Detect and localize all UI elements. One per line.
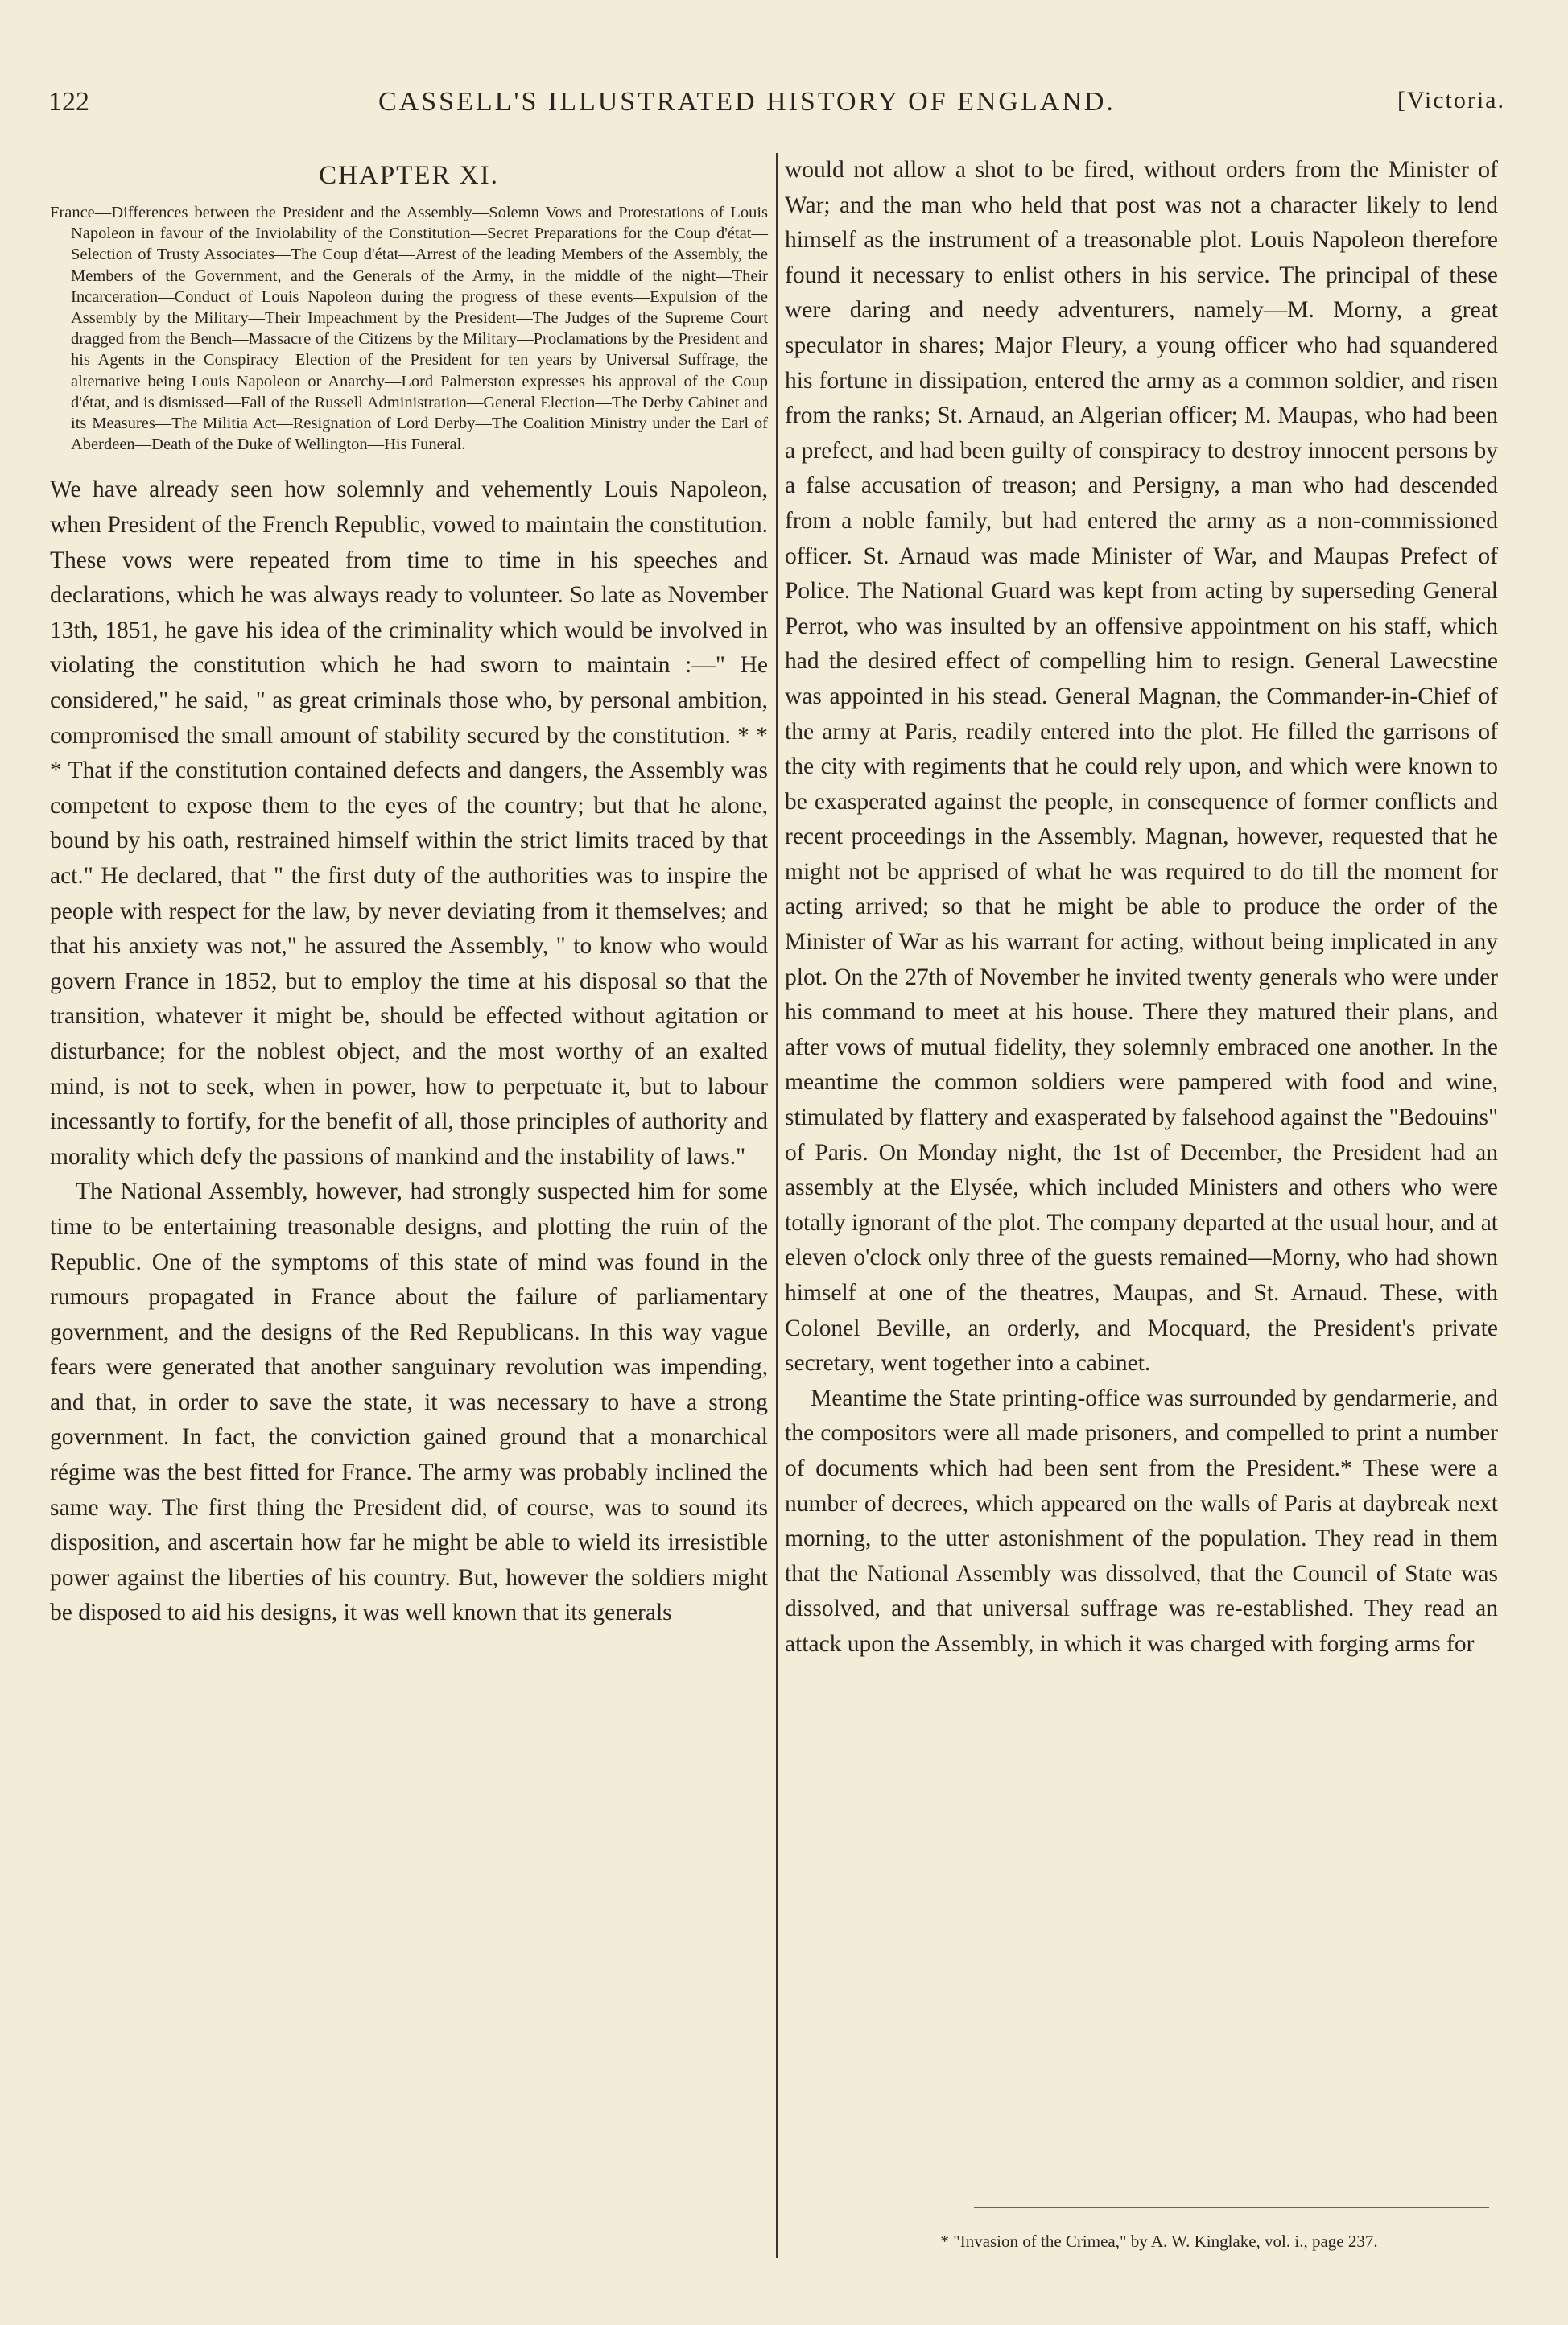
page-number: 122 — [48, 87, 89, 117]
chapter-synopsis: France—Differences between the President and the Assembly—Solemn Vows and Protestations of Louis Napoleon in favour of the Inviolability of the Constitution—Secret Preparations for the Coup d'état—Selection of Trusty Associates—The Coup d'état—Arrest of the leading Members of the Assembly, the Members of the Government, and the Generals of the Army, in the middle of the night—Their Incarceration—Conduct of Louis Napoleon during the progress of these events—Expulsion of the Assembly by the Military—Their Impeachment by the President—The Judges of the Supreme Court dragged from the Bench—Massacre of the Citizens by the Military—Proclamations by the President and his Agents in the Conspiracy—Election of the President for ten years by Universal Suffrage, the alternative being Louis Napoleon or Anarchy—Lord Palmerston expresses his approval of the Coup d'état, and is dismissed—Fall of the Russell Administration—General Election—The Derby Cabinet and its Measures—The Militia Act—Resignation of Lord Derby—The Coalition Ministry under the Earl of Aberdeen—Death of the Duke of Wellington—His Funeral. — [50, 204, 768, 454]
left-paragraph-2: The National Assembly, however, had strongly suspected him for some time to be entertaining treasonable designs, and plotting the ruin of the Republic. One of the symptoms of this state of mind was found in the rumours propagated in France about the failure of parliamentary government, and the designs of the Red Republicans. In this way vague fears were generated that another sanguinary revolution was impending, and that, in order to save the state, it was necessary to have a strong government. In fact, the conviction gained ground that a monarchical régime was the best fitted for France. The army was probably inclined the same way. The first thing the President did, of course, was to sound its disposition, and ascertain how far he might be able to wield its irresistible power against the liberties of his country. But, however the soldiers might be disposed to aid his designs, it was well known that its generals — [50, 1179, 768, 1626]
column-divider — [776, 153, 778, 2258]
running-title: CASSELL'S ILLUSTRATED HISTORY OF ENGLAND. — [378, 87, 1116, 117]
left-paragraph-1: We have already seen how solemnly and vehemently Louis Napoleon, when President of the French Republic, vowed to maintain the constitution. These vows were repeated from time to time in his speeches and declarations, which he was always ready to volunteer. So late as November 13th, 1851, he gave his idea of the criminality which would be involved in violating the constitution which he had sworn to maintain :—" He considered," he said, " as great criminals those who, by personal ambition, compromised the small amount of stability secured by the constitution. * * * That if the constitution contained defects and dangers, the Assembly was competent to expose them to the eyes of the country; but that he alone, bound by his oath, restrained himself within the strict limits traced by that act." He declared, that " the first duty of the authorities was to inspire the people with respect for the law, by never deviating from it themselves; and that his anxiety was not," he assured the Assembly, " to know who would govern France in 1852, but to employ the time at his disposal so that the transition, whatever it might be, should be effected without agitation or disturbance; for the noblest object, and the most worthy of an exalted mind, is not to seek, when in power, how to perpetuate it, but to labour incessantly to fortify, for the benefit of all, those principles of authority and morality which defy the passions of mankind and the instability of laws." — [50, 477, 768, 1170]
footnote-rule — [974, 2207, 1489, 2208]
left-column — [50, 153, 768, 1631]
right-paragraph-1: would not allow a shot to be fired, without orders from the Minister of War; and the man who held that post was not a character likely to lend himself as the instrument of a treasonable plot. Louis Napoleon therefore found it necessary to enlist others in his service. The principal of these were daring and needy adventurers, namely—M. Morny, a great speculator in shares; Major Fleury, a young officer who had squandered his fortune in dissipation, entered the army as a common soldier, and risen from the ranks; St. Arnaud, an Algerian officer; M. Maupas, who had been a prefect, and had been guilty of conspiracy to destroy innocent persons by a false accusation of treason; and Persigny, a man who had descended from a noble family, but had entered the army as a non-commissioned officer. St. Arnaud was made Minister of War, and Maupas Prefect of Police. The National Guard was kept from acting by superseding General Perrot, who was insulted by an offensive appointment on his staff, which had the desired effect of compelling him to resign. General Lawecstine was appointed in his stead. General Magnan, the Commander-in-Chief of the army at Paris, readily entered into the plot. He filled the garrisons of the city with regiments that he could rely upon, and which were known to be exasperated against the people, in consequence of former conflicts and recent proceedings in the Assembly. Magnan, however, requested that he might not be apprised of what he was required to do till the moment for acting arrived; so that he might be able to produce the order of the Minister of War as his warrant for acting, without being implicated in any plot. On the 27th of November he invited twenty generals who were under his command to meet at his house. There they matured their plans, and after vows of mutual fidelity, they solemnly embraced one another. In the meantime the common soldiers were pampered with food and wine, stimulated by flattery and exasperated by falsehood against the "Bedouins" of Paris. On Monday night, the 1st of December, the President had an assembly at the Elysée, which included Ministers and others who were totally ignorant of the plot. The company departed at the usual hour, and at eleven o'clock only three of the guests remained—Morny, who had shown himself at one of the theatres, Maupas, and St. Arnaud. These, with Colonel Beville, an orderly, and Mocquard, the President's private secretary, went together into a cabinet. — [785, 157, 1498, 1377]
page-header — [48, 87, 1505, 127]
footnote: * "Invasion of the Crimea," by A. W. Kinglake, vol. i., page 237. — [940, 2232, 1378, 2251]
right-column — [785, 153, 1498, 1662]
chapter-title: CHAPTER XI. — [319, 161, 499, 190]
right-paragraph-2: Meantime the State printing-office was surrounded by gendarmerie, and the compositors were all made prisoners, and compelled to print a number of documents which had been sent from the President.* These were a number of decrees, which appeared on the walls of Paris at daybreak next morning, to the utter astonishment of the population. They read in them that the National Assembly was dissolved, that the Council of State was dissolved, and that universal suffrage was re-established. They read an attack upon the Assembly, in which it was charged with forging arms for — [785, 1385, 1498, 1657]
section-label: [Victoria. — [1397, 87, 1505, 114]
